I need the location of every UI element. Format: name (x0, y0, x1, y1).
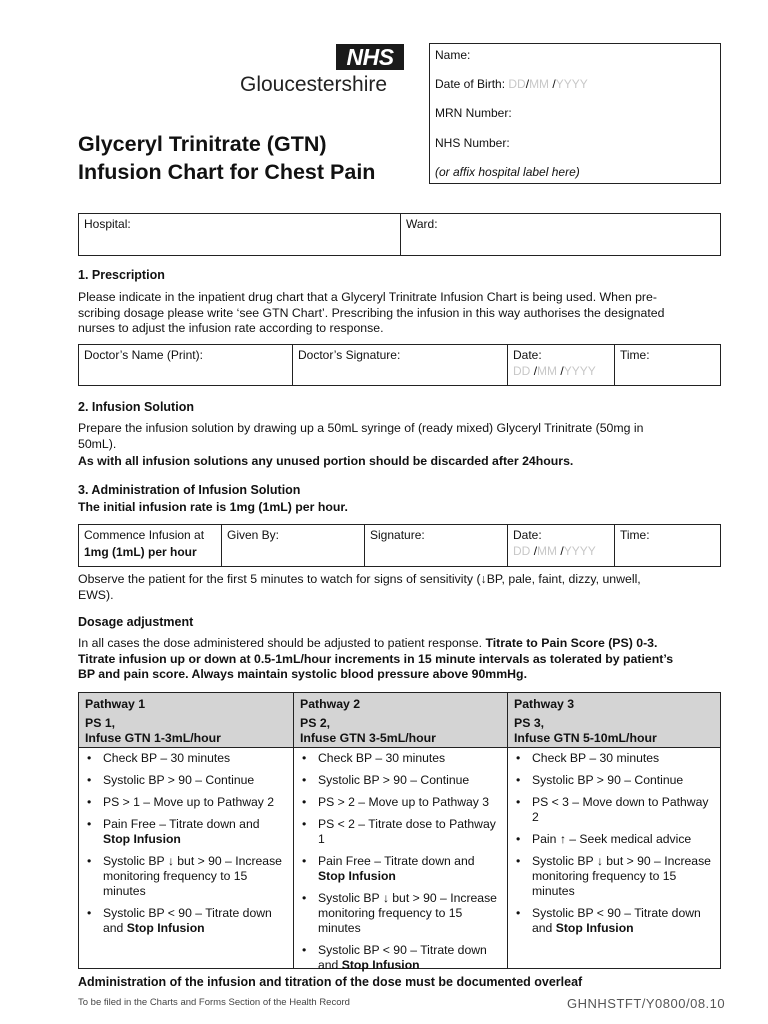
prescriber-table (78, 344, 721, 386)
bullet: • (302, 795, 307, 809)
pathway-item (83, 906, 289, 936)
prescription-time-field[interactable] (614, 345, 720, 385)
pathway-item (83, 795, 289, 810)
pathway-2-column (293, 693, 507, 972)
hospital-label: Hospital: (84, 217, 131, 231)
date-yyyy: YYYY (563, 364, 596, 378)
pathway-title: Pathway 1 (85, 697, 146, 711)
infusion-solution-text (78, 421, 728, 470)
administration-table (78, 524, 721, 567)
admin-date-dd: DD (513, 544, 531, 558)
pathway-item-text: PS > 2 – Move up to Pathway 3 (318, 795, 490, 809)
date-mm: MM (537, 364, 558, 378)
date-dd: DD (513, 364, 531, 378)
bullet: • (516, 906, 521, 920)
doctor-name-label: Doctor’s Name (Print): (84, 348, 203, 362)
pathway-item (512, 854, 716, 899)
doctor-signature-label: Doctor’s Signature: (298, 348, 401, 362)
dob-yyyy: YYYY (555, 77, 588, 91)
pathway-item-bold: Stop Infusion (103, 832, 181, 846)
commence-label: Commence Infusion at (84, 528, 205, 542)
pathway-item-text: Systolic BP > 90 – Continue (318, 773, 470, 787)
pathway-item (298, 795, 503, 810)
admin-date-mm: MM (537, 544, 558, 558)
bullet: • (302, 854, 307, 868)
pathway-item (298, 751, 503, 766)
pathway-item-text: Systolic BP < 90 – Titrate down and (318, 943, 487, 972)
prescription-text (78, 290, 728, 337)
pathway-item-text: Pain Free – Titrate down and (103, 817, 260, 831)
bullet: • (87, 906, 92, 920)
admin-time-field[interactable] (614, 525, 720, 566)
affix-label-note: (or affix hospital label here) (435, 165, 580, 179)
pathway-item-text: PS < 2 – Titrate dose to Pathway 1 (318, 817, 496, 846)
pathway-items (294, 748, 507, 980)
commence-infusion-cell (79, 525, 221, 566)
bullet: • (87, 773, 92, 787)
pathway-title: Pathway 2 (300, 697, 361, 711)
pathway-item (512, 795, 716, 825)
infusion-solution-heading: 2. Infusion Solution (78, 400, 194, 414)
bullet: • (302, 891, 307, 905)
dob-sep-2: / (552, 77, 556, 91)
commence-rate: 1mg (1mL) per hour (84, 545, 197, 559)
document-title (78, 130, 375, 186)
mrn-field[interactable] (435, 106, 512, 120)
pathway-item-text: Check BP – 30 minutes (318, 751, 446, 765)
dosage-line-3: BP and pain score. Always maintain systolic blood pressure above 90mmHg. (78, 667, 527, 681)
date-sep-1: / (533, 364, 538, 378)
documentation-note: Administration of the infusion and titration of the dose must be documented overleaf (78, 975, 583, 989)
pathway-item (83, 773, 289, 788)
name-label: Name: (435, 48, 471, 62)
nhs-number-label: NHS Number: (435, 136, 510, 150)
pathway-item (83, 817, 289, 847)
pathway-title: Pathway 3 (514, 697, 575, 711)
bullet: • (516, 773, 521, 787)
filing-note: To be filed in the Charts and Forms Section of the Health Record (78, 997, 350, 1008)
pathway-items (79, 748, 293, 943)
doctor-name-field[interactable] (79, 345, 292, 385)
solution-line-2: 50mL). (78, 436, 117, 451)
dob-sep-1: / (525, 77, 530, 91)
pathway-item (83, 751, 289, 766)
bullet: • (516, 854, 521, 868)
pathway-infusion-rate: Infuse GTN 5-10mL/hour (514, 731, 657, 745)
bullet: • (87, 751, 92, 765)
nhs-number-field[interactable] (435, 136, 510, 150)
pathway-header (508, 693, 720, 748)
pathway-item (298, 943, 503, 973)
dosage-line-1-bold: Titrate to Pain Score (PS) 0-3. (485, 636, 658, 650)
pathway-item (298, 773, 503, 788)
time-label: Time: (620, 348, 650, 362)
bullet: • (516, 832, 521, 846)
pathway-item-text: Systolic BP ↓ but > 90 – Increase monitoring frequency to 15 minutes (532, 854, 711, 898)
pathway-items (508, 748, 720, 943)
document-reference: GHNHSTFT/Y0800/08.10 (567, 996, 726, 1011)
admin-signature-label: Signature: (370, 528, 425, 542)
pathway-item-text: Systolic BP > 90 – Continue (532, 773, 684, 787)
solution-line-1: Prepare the infusion solution by drawing up a 50mL syringe of (ready mixed) Glyceryl Trinitrate (50mg in (78, 421, 644, 435)
pathway-item-text: Check BP – 30 minutes (532, 751, 660, 765)
pathway-item-text: PS < 3 – Move down to Pathway 2 (532, 795, 709, 824)
solution-discard-note: As with all infusion solutions any unused portion should be discarded after 24hours. (78, 454, 574, 468)
ward-field[interactable] (400, 214, 720, 255)
given-by-label: Given By: (227, 528, 280, 542)
pathway-item (512, 751, 716, 766)
pathway-item-bold: Stop Infusion (126, 921, 205, 935)
admin-date-yyyy: YYYY (563, 544, 596, 558)
dob-dd: DD (508, 77, 526, 91)
dosage-line-2: Titrate infusion up or down at 0.5-1mL/hour increments in 15 minute intervals as tolerated by patient’s (78, 651, 674, 666)
dob-label: Date of Birth: (435, 77, 506, 91)
date-placeholder (513, 364, 609, 378)
title-line-2: Infusion Chart for Chest Pain (78, 160, 376, 184)
dosage-line-1 (78, 636, 728, 652)
pathway-item (298, 817, 503, 847)
bullet: • (516, 751, 521, 765)
pathway-item-text: Systolic BP ↓ but > 90 – Increase monitoring frequency to 15 minutes (103, 854, 282, 898)
bullet: • (87, 854, 92, 868)
pathway-item-bold: Stop Infusion (341, 958, 420, 972)
dosage-heading: Dosage adjustment (78, 615, 194, 629)
doctor-signature-field[interactable] (292, 345, 507, 385)
dosage-line-1-normal: In all cases the dose administered should be adjusted to patient response. (78, 636, 486, 650)
bullet: • (87, 817, 92, 831)
bullet: • (302, 817, 307, 831)
bullet: • (516, 795, 521, 809)
pathway-item-text: Pain ↑ – Seek medical advice (532, 832, 692, 846)
trust-name: Gloucestershire (240, 73, 388, 96)
observe-line-2: EWS). (78, 587, 114, 602)
patient-details-box (429, 43, 721, 184)
pathway-header (79, 693, 293, 748)
pathway-item-text: Systolic BP > 90 – Continue (103, 773, 255, 787)
pathway-item-text: Systolic BP < 90 – Titrate down and (103, 906, 272, 935)
admin-date-field[interactable] (507, 525, 614, 566)
title-line-1: Glyceryl Trinitrate (GTN) (78, 132, 327, 156)
prescription-line-1: Please indicate in the inpatient drug chart that a Glyceryl Trinitrate Infusion Chart is being used. When pre- (78, 290, 657, 304)
pathway-item-text: PS > 1 – Move up to Pathway 2 (103, 795, 275, 809)
date-sep-2: / (560, 364, 564, 378)
administration-heading: 3. Administration of Infusion Solution (78, 483, 301, 497)
given-by-field[interactable] (221, 525, 364, 566)
ward-label: Ward: (406, 217, 438, 231)
dosage-text (78, 636, 728, 683)
date-label: Date: (513, 348, 542, 362)
pathway-pain-score: PS 3, (514, 716, 545, 730)
pathway-item (512, 773, 716, 788)
pathway-item-text: Systolic BP < 90 – Titrate down and (532, 906, 701, 935)
pathway-item (512, 906, 716, 936)
bullet: • (302, 751, 307, 765)
observe-text (78, 572, 728, 603)
pathway-item-text: Check BP – 30 minutes (103, 751, 231, 765)
admin-date-placeholder (513, 544, 609, 558)
hospital-field[interactable] (79, 214, 400, 255)
pathway-item-bold: Stop Infusion (318, 869, 396, 883)
bullet: • (87, 795, 92, 809)
pathway-item-text: Pain Free – Titrate down and (318, 854, 475, 868)
pathway-infusion-rate: Infuse GTN 3-5mL/hour (300, 731, 436, 745)
pathway-pain-score: PS 2, (300, 716, 331, 730)
pathway-table (78, 692, 721, 972)
pathway-item (298, 891, 503, 936)
dob-mm: MM (529, 77, 550, 91)
observe-line-1: Observe the patient for the first 5 minutes to watch for signs of sensitivity (↓BP, pale, faint, dizzy, unwell, (78, 572, 641, 586)
pathway-pain-score: PS 1, (85, 716, 116, 730)
pathway-infusion-rate: Infuse GTN 1-3mL/hour (85, 731, 221, 745)
pathway-1-column (79, 693, 293, 968)
location-table (78, 213, 721, 256)
initial-rate: The initial infusion rate is 1mg (1mL) per hour. (78, 500, 348, 514)
admin-date-sep-2: / (560, 544, 564, 558)
admin-time-label: Time: (620, 528, 650, 542)
nhs-logo: NHS (336, 44, 404, 70)
prescription-heading: 1. Prescription (78, 268, 165, 282)
prescription-date-field[interactable] (507, 345, 614, 385)
admin-date-label: Date: (513, 528, 542, 542)
mrn-label: MRN Number: (435, 106, 512, 120)
pathway-item (512, 832, 716, 847)
dob-field[interactable] (435, 77, 588, 91)
prescription-line-3: nurses to adjust the infusion rate according to response. (78, 321, 384, 335)
admin-date-sep-1: / (533, 544, 538, 558)
pathway-item-text: Systolic BP ↓ but > 90 – Increase monitoring frequency to 15 minutes (318, 891, 497, 935)
pathway-item (298, 854, 503, 884)
prescription-line-2: scribing dosage please write ‘see GTN Chart’. Prescribing the infusion in this way authorises the designated (78, 305, 665, 320)
pathway-item-bold: Stop Infusion (555, 921, 634, 935)
bullet: • (302, 943, 307, 957)
pathway-item (83, 854, 289, 899)
patient-name-field[interactable] (435, 48, 470, 62)
pathway-header (294, 693, 507, 748)
admin-signature-field[interactable] (364, 525, 507, 566)
bullet: • (302, 773, 307, 787)
pathway-3-column (507, 693, 720, 968)
